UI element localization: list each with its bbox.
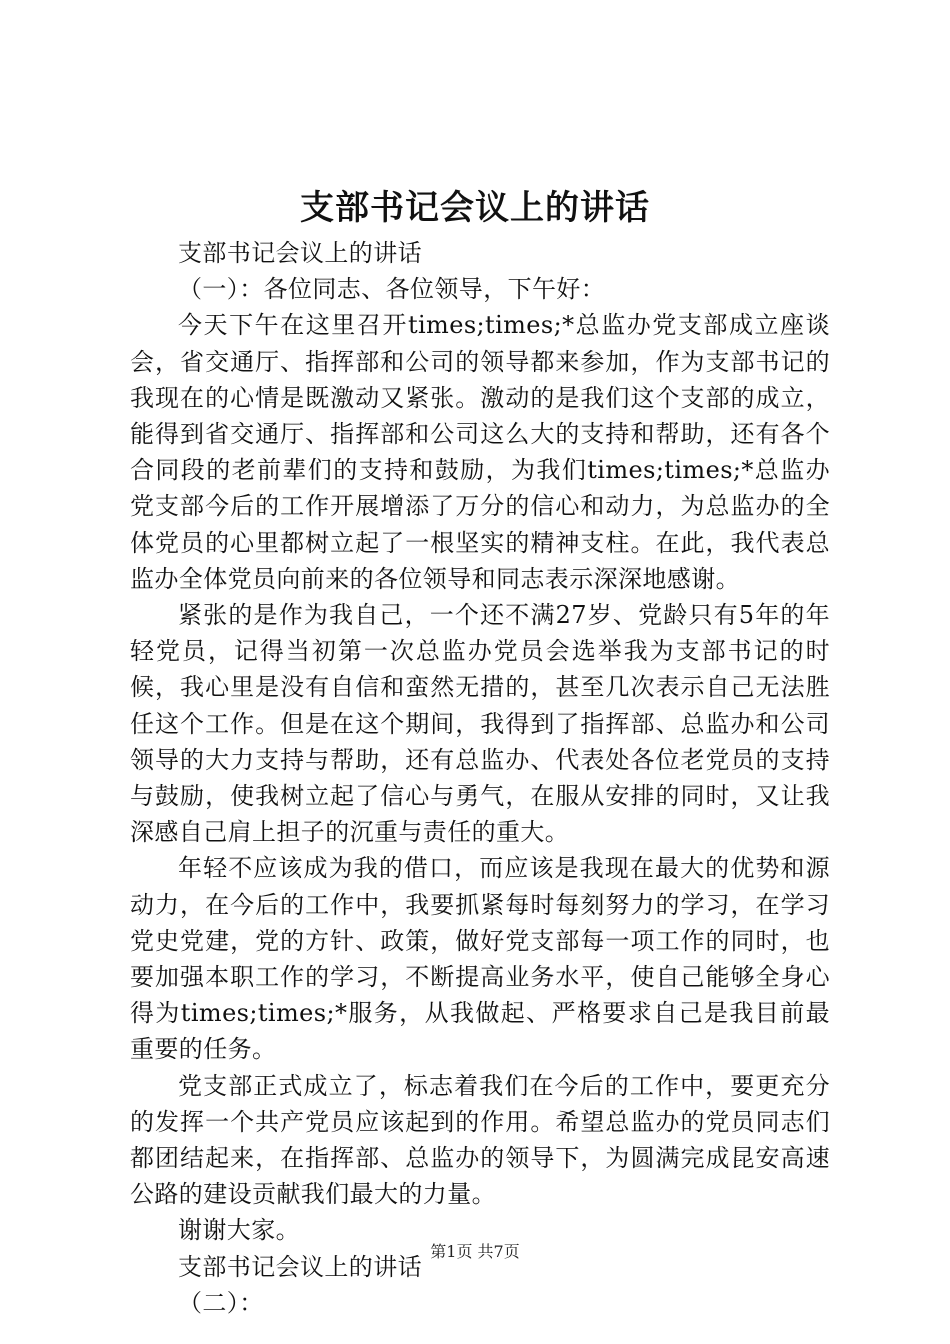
document-title: 支部书记会议上的讲话 — [300, 188, 650, 228]
body-paragraph: 年轻不应该成为我的借口，而应该是我现在最大的优势和源动力，在今后的工作中，我要抓紧每时每刻努力的学习，在学习党史党建，党的方针、政策，做好党支部每一项工作的同时，也要加强本职工作的学习，不断提高业务水平，使自己能够全身心得为times;times;*服务，从我做起、严格要求自己是我目前最重要的任务。 — [130, 854, 830, 1064]
section-heading: （二）： — [178, 1288, 264, 1317]
body-paragraph: 党支部正式成立了，标志着我们在今后的工作中，要更充分的发挥一个共产党员应该起到的作用。希望总监办的党员同志们都团结起来，在指挥部、总监办的领导下，为圆满完成昆安高速公路的建设贡献我们最大的力量。 — [130, 1071, 830, 1209]
document-body — [130, 235, 830, 1321]
body-paragraph: 紧张的是作为我自己，一个还不满27岁、党龄只有5年的年轻党员，记得当初第一次总监办党员会选举我为支部书记的时候，我心里是没有自信和蛮然无措的，甚至几次表示自己无法胜任这个工作。但是在这个期间，我得到了指挥部、总监办和公司领导的大力支持与帮助，还有总监办、代表处各位老党员的支持与鼓励，使我树立起了信心与勇气，在服从安排的同时，又让我深感自己肩上担子的沉重与责任的重大。 — [130, 601, 830, 847]
page-number: 第1页 共7页 — [430, 1242, 520, 1261]
subtitle-line: 支部书记会议上的讲话 — [178, 1252, 422, 1281]
closing-line: 谢谢大家。 — [178, 1216, 300, 1245]
section-heading: （一）：各位同志、各位领导，下午好： — [178, 275, 606, 304]
body-paragraph: 今天下午在这里召开times;times;*总监办党支部成立座谈会，省交通厅、指挥部和公司的领导都来参加，作为支部书记的我现在的心情是既激动又紧张。激动的是我们这个支部的成立，能得到省交通厅、指挥部和公司这么大的支持和帮助，还有各个合同段的老前辈们的支持和鼓励，为我们times;times;*总监办党支部今后的工作开展增添了万分的信心和动力，为总监办的全体党员的心里都树立起了一根坚实的精神支柱。在此，我代表总监办全体党员向前来的各位领导和同志表示深深地感谢。 — [130, 311, 830, 593]
subtitle-line: 支部书记会议上的讲话 — [178, 239, 422, 267]
